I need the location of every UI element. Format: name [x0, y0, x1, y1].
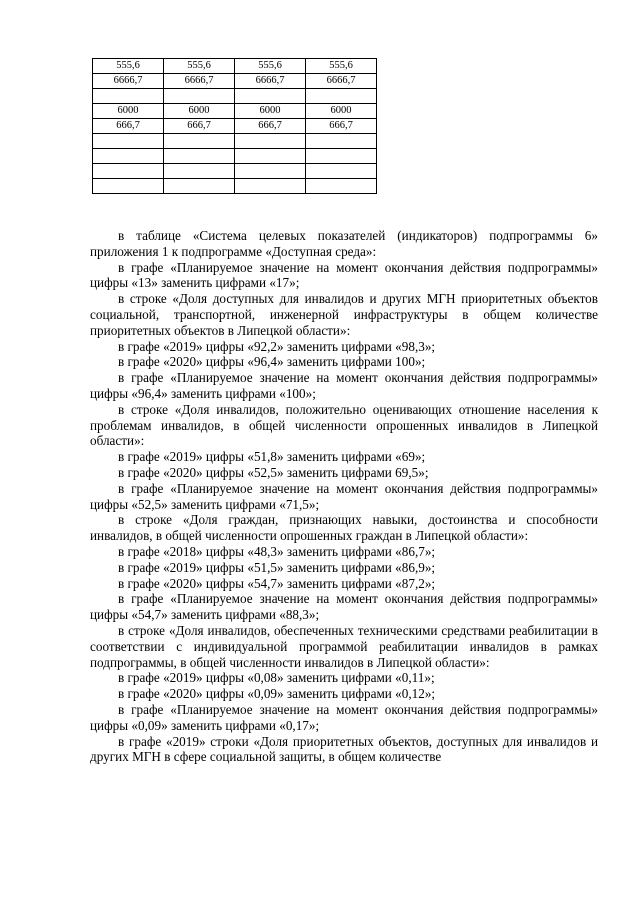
- paragraph: в строке «Доля инвалидов, положительно оценивающих отношение населения к проблемам инвалидов, в общей численности опрошенных инвалидов в Липецкой области»:: [90, 401, 598, 449]
- table-row: [93, 179, 377, 194]
- table-cell: 6666,7: [235, 74, 306, 89]
- table-cell: [164, 164, 235, 179]
- table-cell: 666,7: [306, 119, 377, 134]
- paragraph: в строке «Доля граждан, признающих навыки, достоинства и способности инвалидов, в общей численности опрошенных граждан в Липецкой области»:: [90, 512, 598, 544]
- table-cell: [306, 134, 377, 149]
- table-cell: 666,7: [164, 119, 235, 134]
- table-row: [93, 104, 377, 119]
- paragraph: в графе «Планируемое значение на момент окончания действия подпрограммы» цифры «54,7» заменить цифрами «88,3»;: [90, 591, 598, 623]
- table-cell: 6666,7: [306, 74, 377, 89]
- table-row: [93, 119, 377, 134]
- paragraph: в графе «2019» цифры «51,5» заменить цифрами «86,9»;: [118, 559, 436, 575]
- paragraph: в графе «2019» цифры «51,8» заменить цифрами «69»;: [118, 449, 426, 465]
- table-cell: [93, 134, 164, 149]
- table-fragment: [92, 58, 377, 194]
- table-cell: [306, 149, 377, 164]
- table-row: [93, 149, 377, 164]
- table-row: [93, 164, 377, 179]
- table-cell: 6666,7: [164, 74, 235, 89]
- table-cell: 666,7: [93, 119, 164, 134]
- table-cell: [93, 89, 164, 104]
- table-cell: 6000: [164, 104, 235, 119]
- table-cell: 555,6: [306, 59, 377, 74]
- table-cell: [235, 179, 306, 194]
- paragraph: в графе «2020» цифры «54,7» заменить цифрами «87,2»;: [118, 575, 436, 591]
- table-cell: [306, 164, 377, 179]
- paragraph: в графе «Планируемое значение на момент окончания действия подпрограммы» цифры «0,09» заменить цифрами «0,17»;: [90, 701, 598, 733]
- table-row: [93, 74, 377, 89]
- table-cell: 555,6: [164, 59, 235, 74]
- paragraph: в таблице «Система целевых показателей (индикаторов) подпрограммы 6» приложения 1 к подпрограмме «Доступная среда»:: [90, 228, 598, 259]
- table-row: [93, 89, 377, 104]
- paragraph: в строке «Доля доступных для инвалидов и других МГН приоритетных объектов социальной, транспортной, инженерной инфраструктуры в общем количестве приоритетных объектов в Липецкой области»:: [90, 291, 598, 338]
- table-cell: 666,7: [235, 119, 306, 134]
- table-cell: [306, 89, 377, 104]
- paragraph: в строке «Доля инвалидов, обеспеченных техническими средствами реабилитации в соответствии с индивидуальной программой реабилитации инвалидов в рамках подпрограммы, в общей численности инвалидов в Липецкой области»:: [90, 622, 598, 670]
- paragraph: в графе «2020» цифры «52,5» заменить цифрами 69,5»;: [118, 464, 429, 480]
- paragraph: в графе «2019» строки «Доля приоритетных объектов, доступных для инвалидов и других МГН в сфере социальной защиты, в общем количестве: [90, 733, 598, 765]
- table-row: [93, 59, 377, 74]
- paragraph: в графе «2019» цифры «92,2» заменить цифрами «98,3»;: [118, 338, 436, 354]
- paragraph: в графе «2019» цифры «0,08» заменить цифрами «0,11»;: [118, 670, 435, 686]
- paragraph: в графе «Планируемое значение на момент окончания действия подпрограммы» цифры «13» заменить цифрами «17»;: [90, 259, 598, 291]
- table-cell: 6000: [93, 104, 164, 119]
- table-cell: [235, 89, 306, 104]
- table-cell: 6666,7: [93, 74, 164, 89]
- paragraph: в графе «2020» цифры «96,4» заменить цифрами 100»;: [118, 354, 426, 370]
- table-cell: 555,6: [235, 59, 306, 74]
- table-cell: [235, 149, 306, 164]
- paragraph: в графе «Планируемое значение на момент окончания действия подпрограммы» цифры «96,4» заменить цифрами «100»;: [90, 370, 598, 401]
- table-row: [93, 134, 377, 149]
- table-cell: 6000: [235, 104, 306, 119]
- paragraph: в графе «2020» цифры «0,09» заменить цифрами «0,12»;: [118, 686, 436, 702]
- table-cell: 555,6: [93, 59, 164, 74]
- paragraph: в графе «Планируемое значение на момент окончания действия подпрограммы» цифры «52,5» заменить цифрами «71,5»;: [90, 480, 598, 512]
- table-cell: [164, 149, 235, 164]
- paragraph: в графе «2018» цифры «48,3» заменить цифрами «86,7»;: [118, 543, 436, 559]
- table-cell: [93, 149, 164, 164]
- table-cell: [235, 164, 306, 179]
- table-cell: [164, 89, 235, 104]
- table-cell: [306, 179, 377, 194]
- table-cell: 6000: [306, 104, 377, 119]
- table-cell: [93, 164, 164, 179]
- table-cell: [235, 134, 306, 149]
- table-cell: [164, 134, 235, 149]
- table-cell: [164, 179, 235, 194]
- document-body: [90, 228, 598, 765]
- table-cell: [93, 179, 164, 194]
